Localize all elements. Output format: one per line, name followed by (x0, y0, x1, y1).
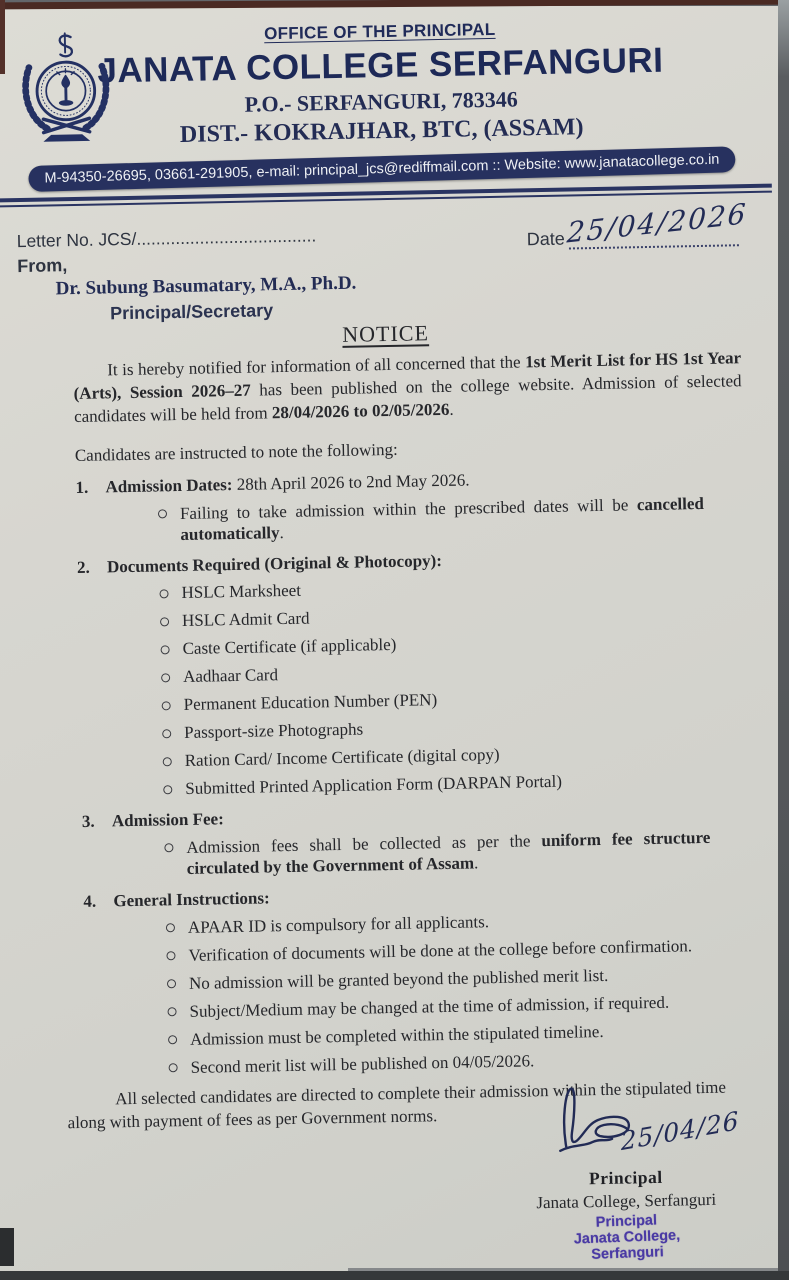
instruction-label: No admission will be granted beyond the published merit list. (188, 965, 609, 993)
signatory-college: Janata College, Serfanguri (536, 1189, 717, 1213)
document-item (184, 712, 748, 743)
district-line: DIST.- KOKRAJHAR, BTC, (ASSAM) (179, 114, 584, 148)
instruction-label: Subject/Medium may be changed at the time of admission, if required. (189, 992, 670, 1021)
instruction-item (188, 934, 752, 966)
general-instructions-list (84, 906, 755, 1080)
principal-stamp (481, 1208, 773, 1267)
handwritten-date: 25/04/2026 (565, 196, 749, 250)
date-label: Date (526, 228, 566, 250)
college-emblem-icon (17, 29, 115, 143)
document-label: Aadhaar Card (182, 665, 279, 686)
circle-bullet-icon (163, 785, 172, 794)
circle-bullet-icon (162, 701, 171, 710)
stamp-line: Janata College, (573, 1227, 681, 1248)
item-text (107, 550, 442, 578)
instruction-item (190, 1018, 754, 1050)
signatory-title: Principal (588, 1166, 663, 1189)
circle-bullet-icon (158, 509, 167, 518)
intro-text: It is hereby notified for information of all concerned that the (107, 352, 526, 380)
document-item (182, 628, 746, 659)
circle-bullet-icon (164, 843, 173, 852)
item-rest: 28th April 2026 to 2nd May 2026. (232, 470, 470, 494)
intro-text: . (449, 399, 454, 419)
document-item (183, 684, 747, 715)
circle-bullet-icon (167, 979, 176, 988)
college-name: JANATA COLLEGE SERFANGURI (97, 40, 664, 91)
circle-bullet-icon (163, 757, 172, 766)
photo-edge-left (0, 0, 5, 74)
subnote-bold: uniform fee structure circulated by the Government of Assam (186, 827, 711, 878)
document-item (181, 572, 745, 603)
document-item (183, 656, 747, 687)
stamp-line: Principal (595, 1212, 658, 1231)
instruction-item (188, 906, 752, 938)
item-label: Documents Required (Original & Photocopy): (106, 550, 443, 577)
instruction-label: Admission must be completed within the stipulated timeline. (189, 1021, 604, 1049)
item-3-subnote (186, 827, 711, 879)
office-line: OFFICE OF THE PRINCIPAL (263, 19, 496, 44)
circle-bullet-icon (168, 1035, 177, 1044)
circle-bullet-icon (167, 1007, 176, 1016)
subnote-bold: cancelled automatically (180, 493, 705, 545)
item-label: Admission Dates: (105, 475, 233, 497)
item-text (112, 808, 224, 832)
instruction-item (189, 962, 753, 994)
document-label: Submitted Printed Application Form (DARPAN Portal) (185, 771, 563, 798)
letterhead (0, 0, 772, 208)
contact-pill: M-94350-26695, 03661-291905, e-mail: principal_jcs@rediffmail.com :: Website: www.janatacollege.co.in (29, 146, 737, 192)
subnote-text: Admission fees shall be collected as per the (186, 831, 542, 857)
subnote-text: Failing to take admission within the prescribed dates will be (179, 495, 638, 524)
document-label: Permanent Education Number (PEN) (183, 690, 438, 714)
item-text (105, 469, 469, 498)
item-text (113, 887, 270, 912)
item-1-subnote (180, 493, 705, 545)
instruction-item (189, 990, 753, 1022)
circle-bullet-icon (169, 1063, 178, 1072)
handwritten-signature-date: 25/04/26 (620, 1105, 740, 1157)
instruction-label: APAAR ID is compulsory for all applicants. (187, 912, 490, 937)
item-number: 3. (81, 811, 95, 831)
paper-sheet (0, 6, 778, 1271)
item-number: 4. (83, 891, 97, 911)
admission-dates-bold: 28/04/2026 to 02/05/2026 (271, 399, 450, 423)
instruction-item (190, 1046, 754, 1078)
principal-name: Dr. Subung Basumatary, M.A., Ph.D. (55, 272, 357, 300)
notice-body (0, 346, 789, 1136)
po-line: P.O.- SERFANGURI, 783346 (244, 86, 518, 117)
item-label: Admission Fee: (111, 809, 224, 831)
circle-bullet-icon (160, 617, 169, 626)
signature-block (479, 1077, 772, 1265)
intro-paragraph (73, 346, 742, 428)
document-label: Ration Card/ Income Certificate (digital copy) (184, 744, 500, 770)
documents-list (77, 572, 749, 801)
principal-designation: Principal/Secretary (109, 300, 274, 324)
document-item (185, 768, 749, 799)
circle-bullet-icon (161, 645, 170, 654)
letter-meta (0, 196, 774, 327)
document-label: HSLC Admit Card (181, 608, 310, 630)
circle-bullet-icon (162, 729, 171, 738)
document-label: Passport-size Photographs (184, 719, 364, 742)
stamp-line: Serfanguri (591, 1244, 665, 1263)
item-number: 1. (75, 477, 89, 498)
document-item (185, 740, 749, 771)
document-label: Caste Certificate (if applicable) (182, 634, 397, 658)
item-label: General Instructions: (113, 888, 270, 911)
instruction-label: Second merit list will be published on 04/05/2026. (190, 1051, 535, 1077)
circle-bullet-icon (159, 589, 168, 598)
closing-paragraph: All selected candidates are directed to complete their admission within the stipulated time along with payment of fees as per Government norms. (67, 1077, 727, 1133)
item-number: 2. (76, 557, 90, 577)
instruction-label: Verification of documents will be done at the college before confirmation. (188, 936, 693, 965)
document-label: HSLC Marksheet (181, 580, 302, 602)
notice-title: NOTICE (342, 320, 430, 347)
circle-bullet-icon (166, 951, 175, 960)
photo-edge-bottom (0, 1271, 789, 1280)
subnote-text: . (279, 523, 284, 543)
document-item (182, 600, 746, 631)
photo-edge-right (778, 0, 789, 1280)
instruction-line: Candidates are instructed to note the following: (74, 439, 398, 466)
circle-bullet-icon (166, 923, 175, 932)
from-label: From, (17, 255, 68, 277)
circle-bullet-icon (161, 673, 170, 682)
subnote-text: . (473, 853, 479, 873)
photo-edge-bottom-left (0, 1228, 14, 1266)
letter-number: Letter No. JCS/..................................... (16, 225, 317, 252)
merit-list-bold: 1st Merit List for HS 1st Year (Arts), Session 2026–27 (73, 348, 742, 404)
intro-text: has been published on the college website. Admission of selected candidates will be held from (73, 371, 742, 427)
date-block (526, 196, 757, 261)
